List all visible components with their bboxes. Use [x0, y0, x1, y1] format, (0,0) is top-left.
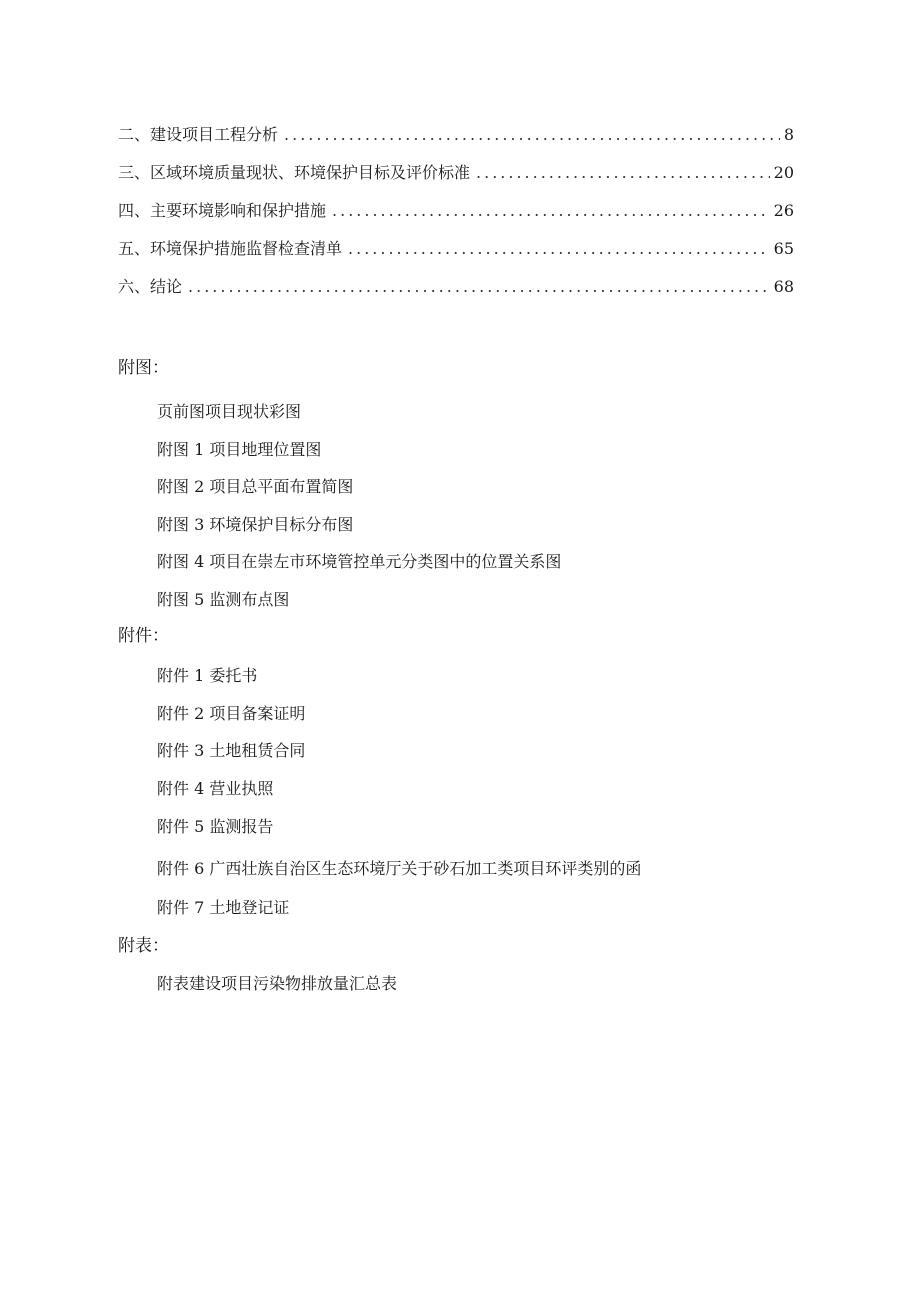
toc-leader-dots [348, 237, 770, 261]
toc-entry-page: 26 [773, 201, 794, 220]
toc-entry[interactable] [118, 275, 794, 313]
toc-entry[interactable] [118, 237, 794, 275]
toc-entry[interactable] [118, 199, 794, 237]
toc-entry-page: 65 [773, 239, 794, 258]
figure-item: 附图 2 项目总平面布置简图 [157, 477, 354, 496]
toc-entry-title: 五、环境保护措施监督检查清单 [118, 239, 343, 258]
toc-leader-dots [188, 275, 770, 299]
toc-leader-dots [332, 199, 770, 223]
tables-heading: 附表： [118, 936, 169, 956]
attachment-item: 附件 6 广西壮族自治区生态环境厅关于砂石加工类项目环评类别的函 [157, 859, 642, 878]
figure-item: 附图 4 项目在崇左市环境管控单元分类图中的位置关系图 [157, 552, 562, 571]
figure-item: 附图 1 项目地理位置图 [157, 440, 322, 459]
attachment-item: 附件 1 委托书 [157, 666, 258, 685]
attachment-item: 附件 4 营业执照 [157, 779, 274, 798]
toc-leader-dots [476, 161, 770, 185]
toc-entry-page: 8 [783, 125, 794, 144]
attachment-item: 附件 3 土地租赁合同 [157, 741, 306, 760]
figures-heading: 附图： [118, 358, 169, 378]
toc-entry-page: 20 [773, 163, 794, 182]
attachment-item: 附件 7 土地登记证 [157, 898, 290, 917]
table-item: 附表建设项目污染物排放量汇总表 [157, 974, 398, 993]
attachment-item: 附件 5 监测报告 [157, 817, 274, 836]
toc-entry-title: 四、主要环境影响和保护措施 [118, 201, 327, 220]
toc-entry-page: 68 [773, 277, 794, 296]
toc-leader-dots [284, 123, 780, 147]
table-of-contents [118, 123, 794, 313]
figure-item: 附图 3 环境保护目标分布图 [157, 515, 354, 534]
toc-entry-title: 六、结论 [118, 277, 183, 296]
toc-entry[interactable] [118, 123, 794, 161]
toc-entry-title: 二、建设项目工程分析 [118, 125, 279, 144]
attachments-heading: 附件： [118, 626, 169, 646]
attachment-item: 附件 2 项目备案证明 [157, 704, 306, 723]
toc-entry[interactable] [118, 161, 794, 199]
toc-entry-title: 三、区域环境质量现状、环境保护目标及评价标准 [118, 163, 471, 182]
figure-item: 附图 5 监测布点图 [157, 590, 290, 609]
figure-item: 页前图项目现状彩图 [157, 402, 302, 421]
